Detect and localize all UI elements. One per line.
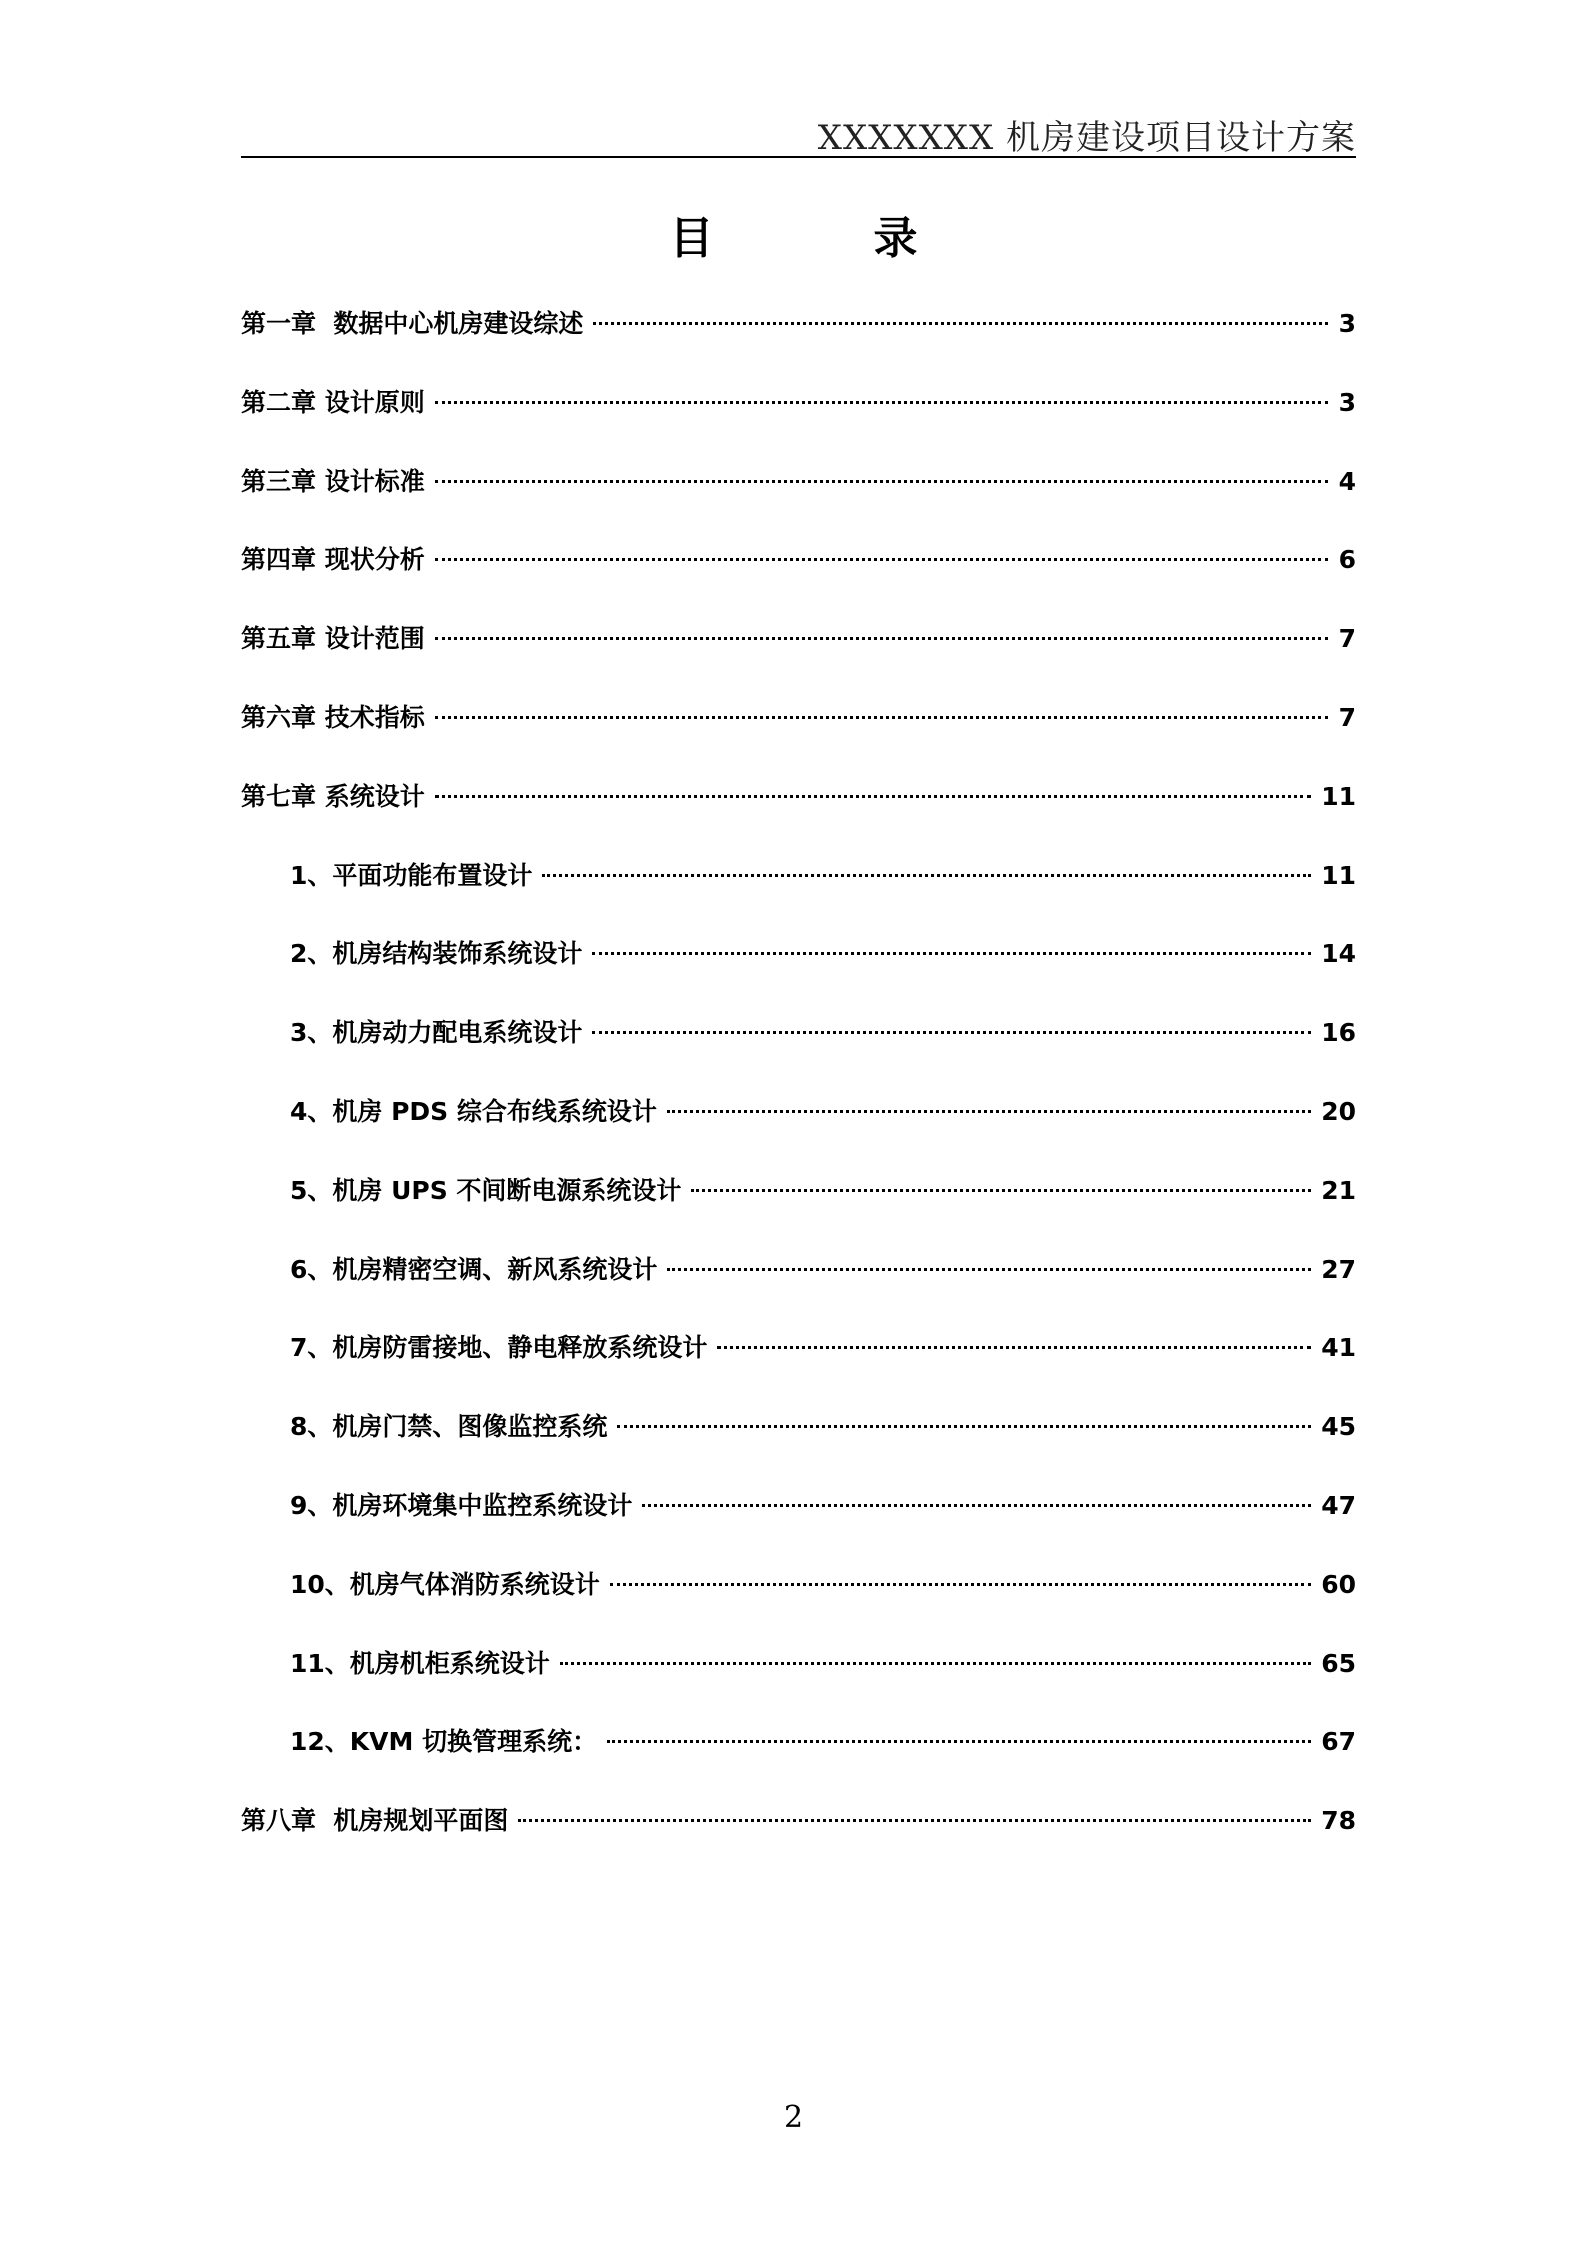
- toc-entry[interactable]: [290, 1250, 1356, 1290]
- toc-dot-leader: [435, 480, 1328, 483]
- toc-entry[interactable]: [290, 856, 1356, 896]
- toc-entry-page: 3: [1338, 309, 1356, 338]
- toc-dot-leader: [667, 1110, 1311, 1113]
- toc-dot-leader: [560, 1662, 1311, 1665]
- toc-entry[interactable]: [290, 1722, 1356, 1762]
- toc-entry-page: 60: [1321, 1569, 1356, 1599]
- toc-dot-leader: [435, 558, 1328, 561]
- toc-entry-label: 8、机房门禁、图像监控系统: [290, 1412, 608, 1442]
- toc-entry[interactable]: [241, 698, 1356, 738]
- toc-entry-page: 3: [1338, 387, 1356, 417]
- toc-title-left: 目: [669, 213, 714, 264]
- toc-entry-label: 2、机房结构装饰系统设计: [290, 939, 583, 969]
- toc-dot-leader: [518, 1819, 1311, 1822]
- page-number: 2: [783, 2100, 804, 2135]
- toc-dot-leader: [592, 952, 1311, 955]
- toc-entry-label: 12、KVM 切换管理系统：: [290, 1727, 598, 1757]
- toc-entry-label: 5、机房 UPS 不间断电源系统设计: [290, 1175, 682, 1205]
- toc-title: [0, 202, 1587, 266]
- toc-entry-label: 第一章 数据中心机房建设综述: [241, 309, 584, 338]
- toc-entry-page: 20: [1321, 1097, 1356, 1126]
- toc-entry-page: 45: [1321, 1412, 1356, 1442]
- toc-entry[interactable]: [241, 383, 1356, 423]
- toc-entry-label: 7、机房防雷接地、静电释放系统设计: [290, 1333, 708, 1363]
- toc-entry-label: 第五章 设计范围: [241, 624, 425, 654]
- toc-entry-label: 1、平面功能布置设计: [290, 860, 533, 890]
- toc-entry-label: 第二章 设计原则: [241, 387, 425, 417]
- toc-dot-leader: [435, 716, 1328, 719]
- toc-entry-page: 4: [1338, 466, 1356, 496]
- toc-entry[interactable]: [241, 462, 1356, 502]
- toc-entry[interactable]: [290, 1644, 1356, 1684]
- toc-entry-label: 第七章 系统设计: [241, 781, 425, 811]
- toc-dot-leader: [542, 874, 1311, 877]
- running-header: XXXXXXX 机房建设项目设计方案: [817, 118, 1356, 158]
- toc-entry-page: 65: [1321, 1648, 1356, 1678]
- toc-entry-page: 7: [1338, 703, 1356, 732]
- toc-entry[interactable]: [290, 1486, 1356, 1526]
- toc-entry[interactable]: [241, 619, 1356, 659]
- header-rule: [241, 156, 1356, 158]
- toc-entry[interactable]: [290, 1013, 1356, 1053]
- toc-dot-leader: [592, 1031, 1311, 1034]
- toc-entry[interactable]: [290, 1565, 1356, 1605]
- toc-dot-leader: [607, 1740, 1311, 1743]
- toc-entry[interactable]: [241, 777, 1356, 817]
- toc-entry-page: 11: [1321, 860, 1356, 890]
- toc-entry-page: 67: [1321, 1727, 1356, 1757]
- toc-entry-page: 11: [1321, 781, 1356, 811]
- toc-entry-page: 27: [1321, 1254, 1356, 1284]
- toc-entry[interactable]: [290, 1407, 1356, 1447]
- toc-entry-page: 7: [1338, 624, 1356, 654]
- toc-entry-page: 14: [1321, 939, 1356, 969]
- toc-entry[interactable]: [241, 1801, 1356, 1841]
- toc-entry-page: 47: [1321, 1491, 1356, 1520]
- toc-entry-page: 21: [1321, 1175, 1356, 1205]
- toc-dot-leader: [667, 1268, 1311, 1271]
- toc-entry-label: 3、机房动力配电系统设计: [290, 1018, 583, 1048]
- toc-entry-label: 第四章 现状分析: [241, 545, 425, 575]
- toc-dot-leader: [617, 1425, 1311, 1428]
- toc-entry-label: 第八章 机房规划平面图: [241, 1806, 509, 1836]
- toc-entry-page: 78: [1321, 1806, 1356, 1836]
- toc-dot-leader: [435, 637, 1328, 640]
- toc-entry-page: 41: [1321, 1333, 1356, 1363]
- toc-dot-leader: [610, 1583, 1311, 1586]
- toc-dot-leader: [593, 322, 1328, 325]
- toc-entry-page: 16: [1321, 1018, 1356, 1048]
- toc-dot-leader: [435, 401, 1328, 404]
- toc-dot-leader: [435, 795, 1311, 798]
- toc-title-right: 录: [873, 213, 918, 264]
- toc-entry[interactable]: [290, 1328, 1356, 1368]
- toc-entry[interactable]: [290, 934, 1356, 974]
- toc-entry-label: 9、机房环境集中监控系统设计: [290, 1491, 633, 1520]
- toc-entry[interactable]: [241, 540, 1356, 580]
- toc-entry[interactable]: [241, 304, 1356, 344]
- toc-entry-label: 第六章 技术指标: [241, 703, 425, 732]
- toc-entry-label: 第三章 设计标准: [241, 466, 425, 496]
- toc-dot-leader: [642, 1504, 1311, 1507]
- toc-entry[interactable]: [290, 1092, 1356, 1132]
- toc-entry-label: 6、机房精密空调、新风系统设计: [290, 1254, 658, 1284]
- toc-entry-label: 11、机房机柜系统设计: [290, 1648, 550, 1678]
- toc-entry[interactable]: [290, 1171, 1356, 1211]
- toc-entry-page: 6: [1338, 545, 1356, 575]
- toc-dot-leader: [691, 1189, 1311, 1192]
- toc-entry-label: 10、机房气体消防系统设计: [290, 1569, 600, 1599]
- toc-dot-leader: [717, 1346, 1311, 1349]
- toc-entry-label: 4、机房 PDS 综合布线系统设计: [290, 1097, 657, 1126]
